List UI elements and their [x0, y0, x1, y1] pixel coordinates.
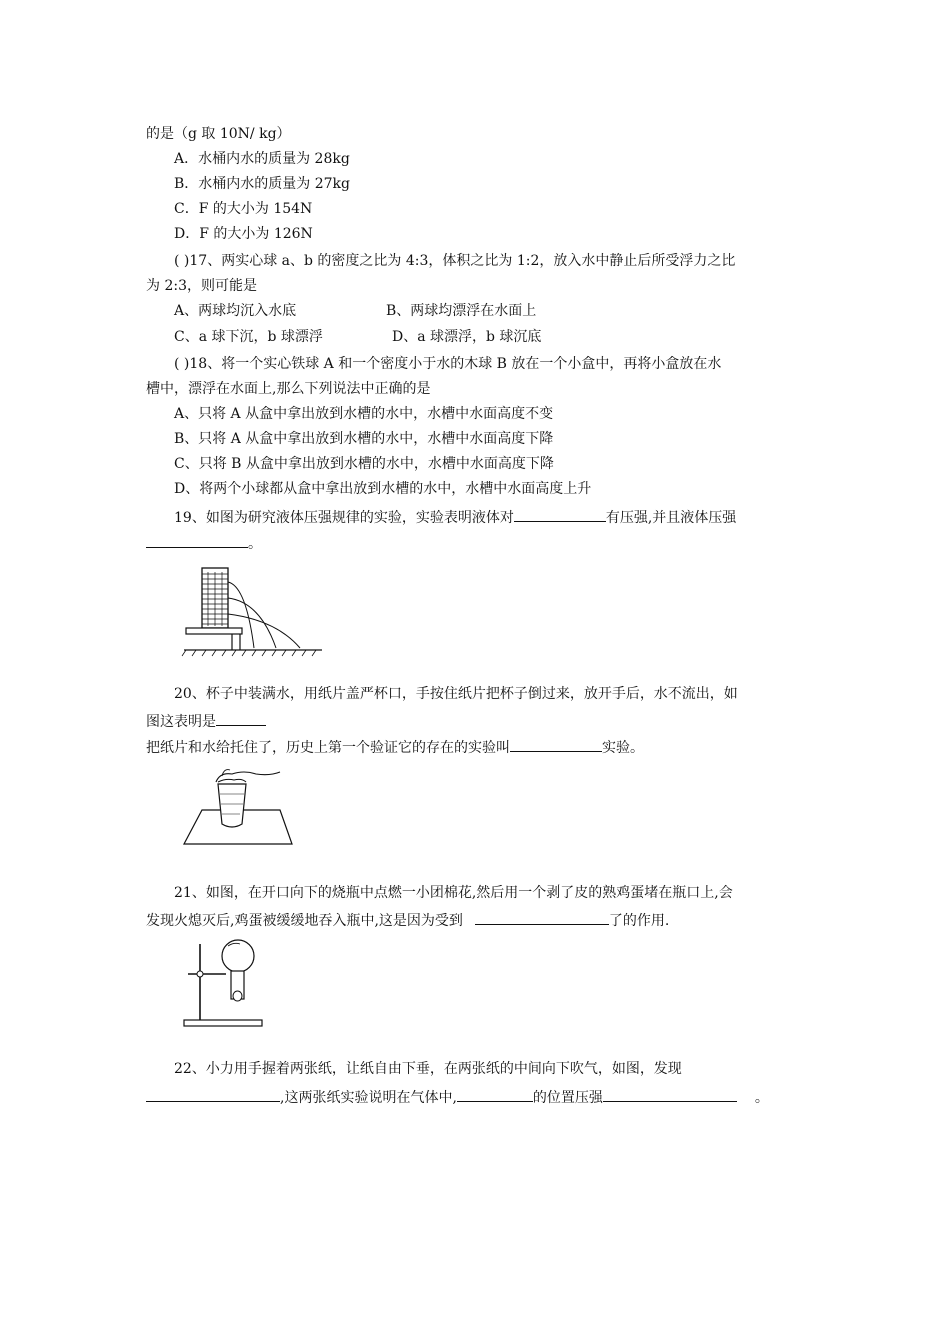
q19-blank-2[interactable] — [146, 533, 248, 548]
q22-blank-3[interactable] — [603, 1087, 737, 1102]
q18-option-b: B、只将 A 从盒中拿出放到水槽的水中，水槽中水面高度下降 — [174, 431, 554, 447]
q20-text-3a: 把纸片和水给托住了，历史上第一个验证它的存在的实验叫 — [146, 740, 510, 756]
q21-text-2b: 了的作用. — [608, 913, 670, 929]
q17-option-d: D、a 球漂浮，b 球沉底 — [392, 329, 542, 345]
flask-stand-figure — [180, 934, 270, 1032]
egg — [233, 991, 242, 1001]
q20-blank-1[interactable] — [216, 711, 266, 726]
q22-text-2b: 的位置压强 — [532, 1090, 603, 1106]
q19-text-3: 。 — [248, 536, 262, 552]
q22-line2 — [146, 1087, 769, 1107]
q22-text-2a: ,这两张纸实验说明在气体中, — [280, 1090, 457, 1106]
q16-option-b: B．水桶内水的质量为 27kg — [174, 176, 350, 192]
stand-base — [184, 1020, 262, 1026]
hand — [216, 772, 280, 782]
q22-text-2c: 。 — [754, 1090, 769, 1106]
liquid-pressure-figure — [180, 560, 330, 660]
q18-option-c: C、只将 B 从盒中拿出放到水槽的水中，水槽中水面高度下降 — [174, 456, 554, 472]
water-jets — [228, 582, 300, 648]
q21-text-2a: 发现火熄灭后,鸡蛋被缓缓地吞入瓶中,这是因为受到 — [146, 913, 463, 929]
cup — [218, 784, 246, 827]
q22-blank-1[interactable] — [146, 1087, 280, 1102]
stand-top — [186, 628, 242, 634]
q19-blank-1[interactable] — [514, 507, 606, 522]
q18-line2: 槽中，漂浮在水面上,那么下列说法中正确的是 — [146, 381, 431, 397]
q22-line1: 22、小力用手握着两张纸，让纸自由下垂，在两张纸的中间向下吹气，如图，发现 — [174, 1061, 682, 1077]
q17-line1: ( )17、两实心球 a、b 的密度之比为 4:3，体积之比为 1:2，放入水中静止后所受浮力之比 — [174, 253, 736, 269]
q16-option-c: C．F 的大小为 154N — [174, 201, 313, 217]
q20-blank-2[interactable] — [510, 737, 602, 752]
q21-line2 — [146, 910, 669, 930]
q20-line1: 20、杯子中装满水，用纸片盖严杯口，手按住纸片把杯子倒过来，放开手后，水不流出，如 — [174, 686, 738, 702]
q20-line2 — [146, 711, 266, 731]
q17-option-b: B、两球均漂浮在水面上 — [386, 303, 537, 319]
q19-text-2: 有压强,并且液体压强 — [605, 510, 737, 526]
q17-option-a: A、两球均沉入水底 — [174, 303, 297, 319]
q22-blank-2[interactable] — [457, 1087, 533, 1102]
q21-blank[interactable] — [475, 910, 609, 925]
q21-line1: 21、如图，在开口向下的烧瓶中点燃一小团棉花,然后用一个剥了皮的熟鸡蛋堵在瓶口上,会 — [174, 885, 733, 901]
q18-option-a: A、只将 A 从盒中拿出放到水槽的水中，水槽中水面高度不变 — [174, 406, 554, 422]
q20-text-2: 图这表明是 — [146, 714, 216, 730]
intro-line: 的是（g 取 10N/ kg） — [146, 126, 291, 142]
q19-line2 — [146, 533, 262, 553]
q20-text-3b: 实验。 — [602, 740, 644, 756]
q19-text-1: 19、如图为研究液体压强规律的实验，实验表明液体对 — [174, 510, 514, 526]
q18-option-d: D、将两个小球都从盒中拿出放到水槽的水中，水槽中水面高度上升 — [174, 481, 592, 497]
q18-line1: ( )18、将一个实心铁球 A 和一个密度小于水的木球 B 放在一个小盒中，再将小盒放在水 — [174, 356, 722, 372]
q17-line2: 为 2:3，则可能是 — [146, 278, 257, 294]
q16-option-a: A．水桶内水的质量为 28kg — [174, 151, 350, 167]
flask-bulb — [222, 940, 254, 972]
q20-line3 — [146, 737, 644, 757]
q16-option-d: D．F 的大小为 126N — [174, 226, 313, 242]
inverted-cup-figure — [180, 764, 300, 850]
q19-line1 — [174, 507, 736, 527]
q17-option-c: C、a 球下沉，b 球漂浮 — [174, 329, 323, 345]
